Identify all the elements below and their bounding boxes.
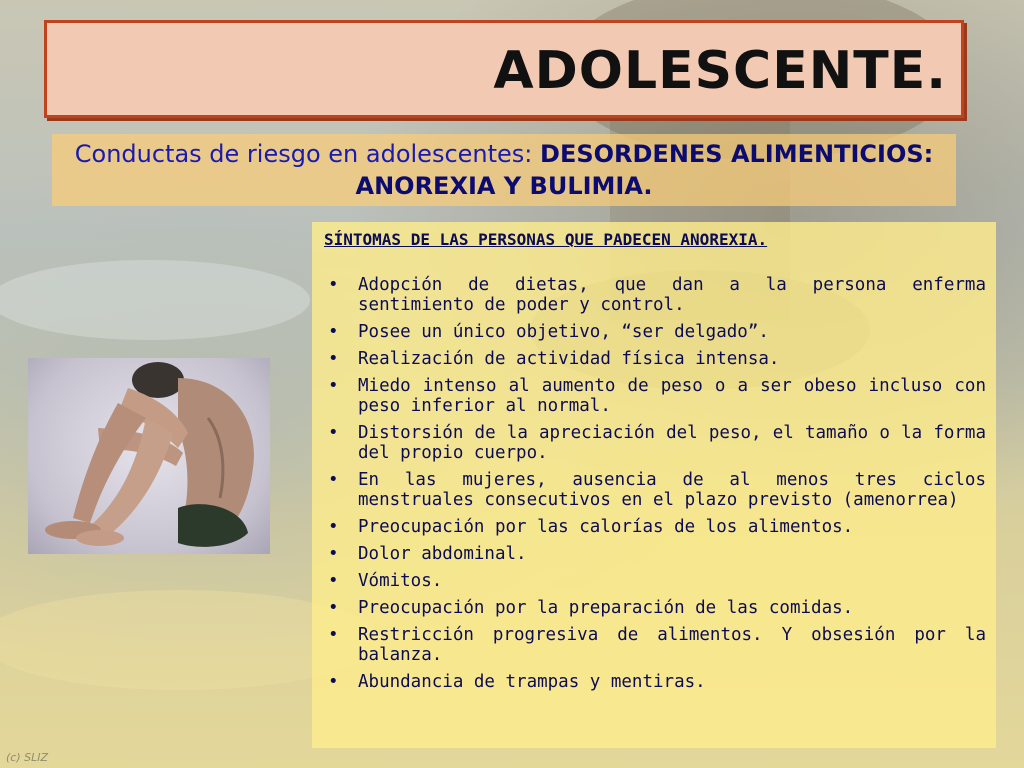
list-item-text: Abundancia de trampas y mentiras. — [358, 672, 706, 692]
anorexia-photo — [28, 358, 270, 554]
subtitle-bold: DESORDENES ALIMENTICIOS: ANOREXIA Y BULIMIA. — [355, 140, 934, 200]
bullet-icon: • — [328, 376, 339, 396]
symptoms-list — [320, 275, 986, 692]
list-item — [320, 423, 986, 463]
symptoms-panel — [312, 222, 996, 748]
list-item — [320, 275, 986, 315]
bullet-icon: • — [328, 322, 339, 342]
bullet-icon: • — [328, 544, 339, 564]
subtitle-banner — [52, 134, 956, 206]
list-item-text: Posee un único objetivo, “ser delgado”. — [358, 322, 769, 342]
list-item-text: Miedo intenso al aumento de peso o a ser obeso incluso con peso inferior al normal. — [358, 376, 986, 416]
list-item — [320, 672, 986, 692]
list-item — [320, 470, 986, 510]
list-item-text: En las mujeres, ausencia de al menos tres ciclos menstruales consecutivos en el plazo previsto (amenorrea) — [358, 470, 986, 510]
list-item — [320, 625, 986, 665]
list-item — [320, 349, 986, 369]
bullet-icon: • — [328, 517, 339, 537]
list-item-text: Dolor abdominal. — [358, 544, 527, 564]
list-item — [320, 322, 986, 342]
slide-title: ADOLESCENTE. — [493, 41, 947, 101]
list-item-text: Preocupación por la preparación de las comidas. — [358, 598, 854, 618]
list-item-text: Distorsión de la apreciación del peso, el tamaño o la forma del propio cuerpo. — [358, 423, 986, 463]
bullet-icon: • — [328, 349, 339, 369]
list-item — [320, 571, 986, 591]
bullet-icon: • — [328, 571, 339, 591]
subtitle-plain: Conductas de riesgo en adolescentes: — [74, 140, 541, 168]
subtitle-text — [52, 138, 956, 202]
list-item — [320, 376, 986, 416]
symptoms-heading: SÍNTOMAS DE LAS PERSONAS QUE PADECEN ANOREXIA. — [324, 230, 768, 249]
bullet-icon: • — [328, 275, 339, 295]
bullet-icon: • — [328, 625, 339, 645]
list-item-text: Preocupación por las calorías de los alimentos. — [358, 517, 854, 537]
bullet-icon: • — [328, 598, 339, 618]
seated-figure-image — [28, 358, 270, 554]
list-item-text: Realización de actividad física intensa. — [358, 349, 780, 369]
list-item-text: Vómitos. — [358, 571, 443, 591]
bullet-icon: • — [328, 672, 339, 692]
list-item — [320, 598, 986, 618]
watermark: (c) SLIZ — [6, 751, 49, 764]
list-item-text: Adopción de dietas, que dan a la persona enferma sentimiento de poder y control. — [358, 275, 986, 315]
list-item — [320, 517, 986, 537]
list-item — [320, 544, 986, 564]
title-box — [44, 20, 964, 118]
list-item-text: Restricción progresiva de alimentos. Y obsesión por la balanza. — [358, 625, 986, 665]
bullet-icon: • — [328, 423, 339, 443]
bullet-icon: • — [328, 470, 339, 490]
